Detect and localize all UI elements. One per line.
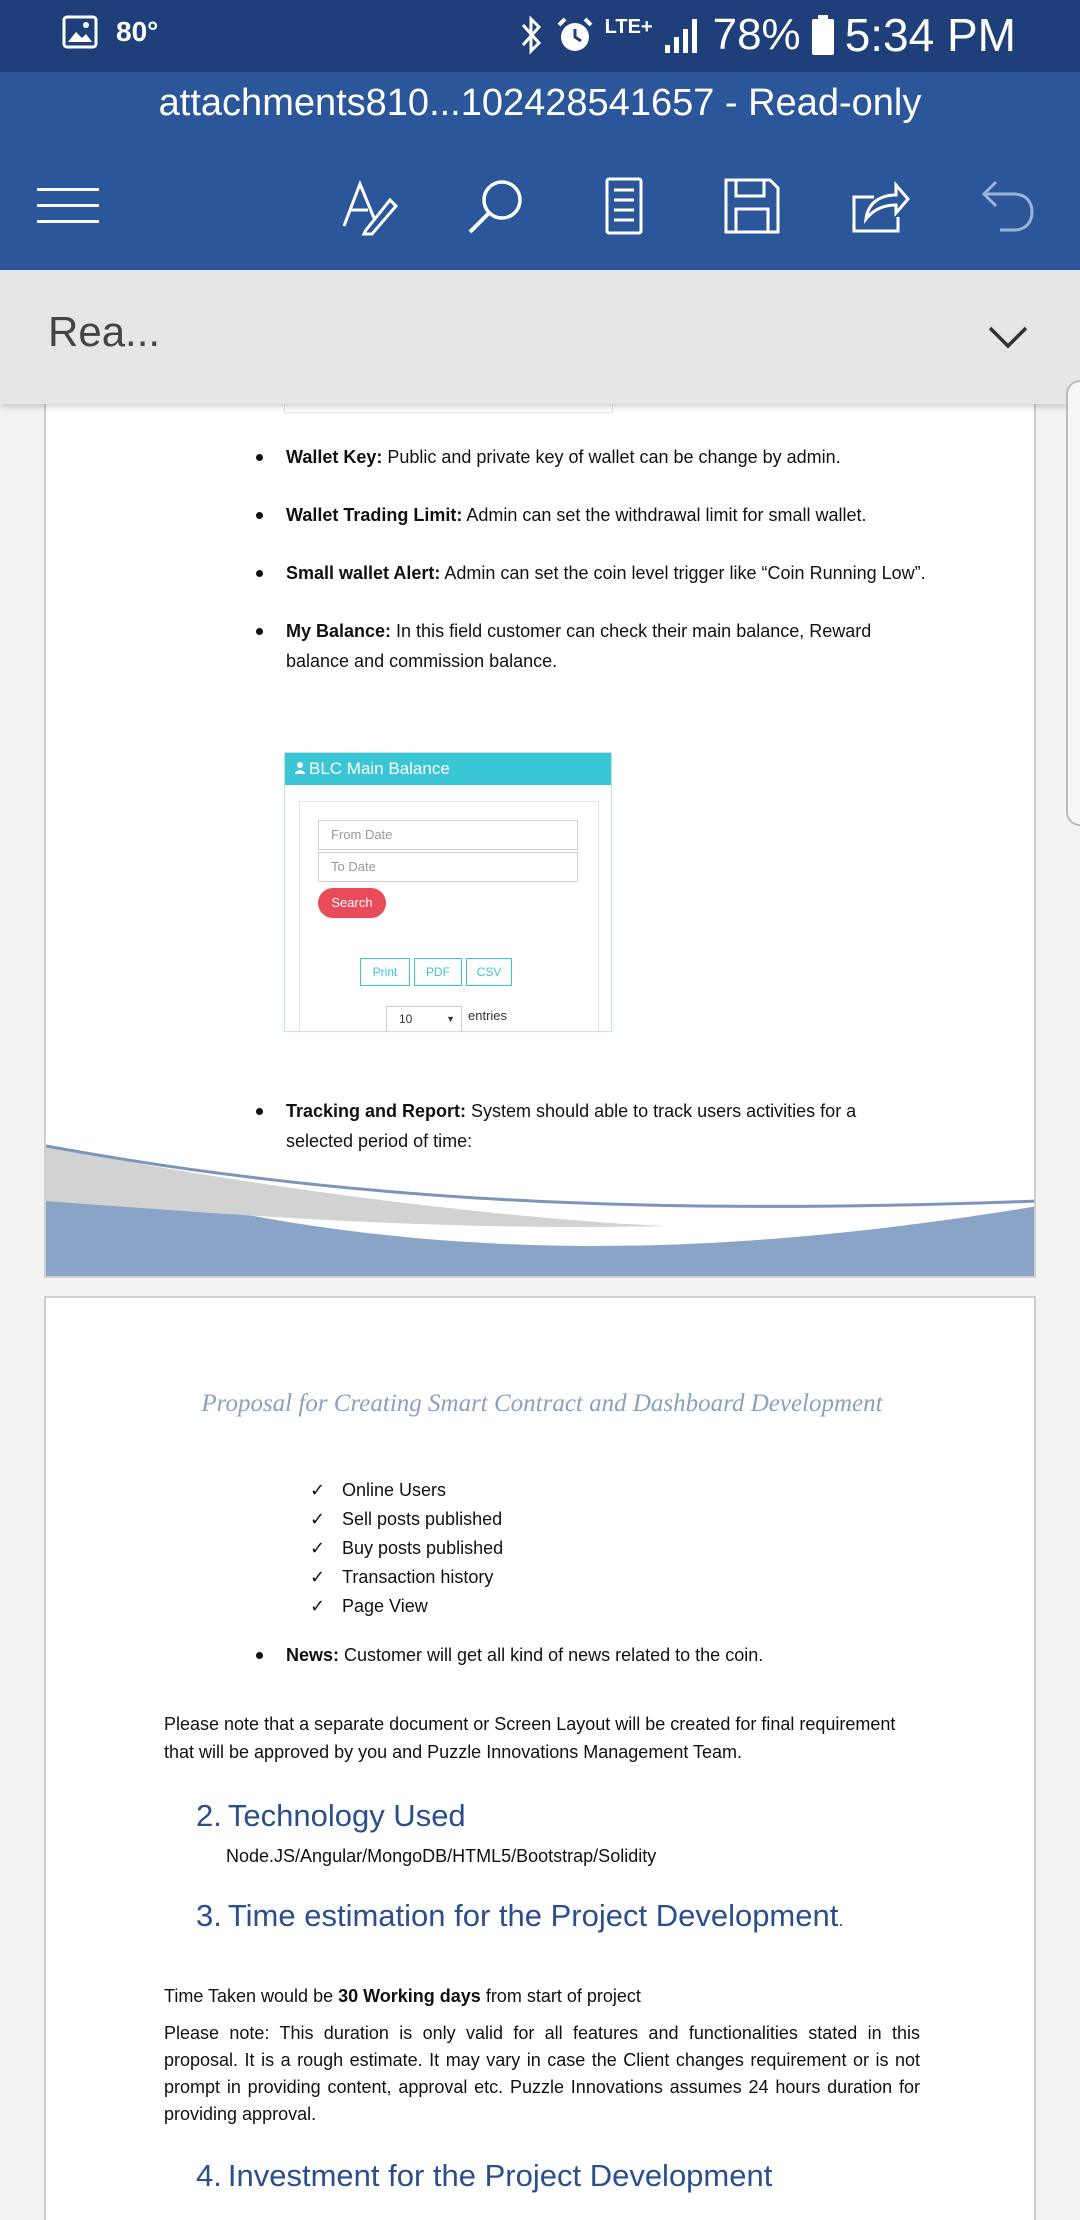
- bullet-icon: [256, 1652, 263, 1659]
- list-item: [310, 1534, 504, 1563]
- network-type-text: LTE+: [604, 16, 653, 38]
- section-heading: [196, 1798, 466, 1834]
- bullet-icon: [256, 628, 263, 635]
- checkmark-icon: ✓: [310, 1538, 326, 1558]
- feature-title: Tracking and Report:: [286, 1101, 467, 1121]
- share-button[interactable]: [842, 168, 918, 244]
- status-bar: [0, 0, 1080, 72]
- bluetooth-icon: [517, 15, 545, 55]
- section-title: Technology Used: [227, 1798, 466, 1833]
- bullet-icon: [256, 512, 263, 519]
- list-item: [310, 1476, 503, 1505]
- entries-select: [386, 1006, 462, 1032]
- blc-balance-widget-image: [284, 752, 612, 1032]
- widget-body: [299, 801, 599, 1032]
- document-title: attachments810...102428541657 - Read-only: [158, 82, 922, 124]
- battery-icon: [811, 14, 835, 56]
- draw-icon: [338, 176, 398, 236]
- widget-title: BLC Main Balance: [309, 759, 450, 778]
- to-date-field: To Date: [318, 852, 578, 882]
- widget-pdf-button: PDF: [414, 958, 462, 986]
- feature-text: System should able to track users activities for a selected period of time:: [286, 1101, 857, 1151]
- section-number: 4.: [196, 2158, 222, 2193]
- feature-title: Wallet Key:: [286, 447, 383, 467]
- checklist-text: Sell posts published: [342, 1509, 503, 1529]
- draw-button[interactable]: [330, 168, 406, 244]
- technology-list: Node.JS/Angular/MongoDB/HTML5/Bootstrap/Solidity: [226, 1846, 657, 1866]
- clock-text: 5:34 PM: [844, 9, 1016, 61]
- widget-csv-button: CSV: [466, 958, 512, 986]
- menu-button[interactable]: [30, 168, 106, 244]
- bullet-icon: [256, 454, 263, 461]
- search-button[interactable]: [458, 168, 534, 244]
- feature-title: Wallet Trading Limit:: [286, 505, 463, 525]
- feature-text: Admin can set the withdrawal limit for small wallet.: [462, 505, 867, 525]
- signal-icon: [663, 15, 703, 55]
- page-header: Proposal for Creating Smart Contract and Dashboard Development: [201, 1390, 883, 1417]
- feature-list: [286, 442, 926, 704]
- from-date-field: From Date: [318, 820, 578, 850]
- checklist-text: Transaction history: [342, 1567, 494, 1587]
- caret-down-icon: ▼: [446, 1014, 455, 1024]
- requirement-note: Please note that a separate document or Screen Layout will be created for final requirement that will be approved by you and Puzzle Innovations Management Team.: [164, 1714, 896, 1762]
- section-heading: [196, 2158, 772, 2194]
- widget-header: [285, 753, 611, 785]
- list-item: [310, 1563, 503, 1592]
- temperature-text: 80°: [116, 16, 159, 47]
- widget-search-button: Search: [318, 888, 386, 918]
- section-heading: [196, 1898, 843, 1934]
- entries-value: 10: [399, 1012, 413, 1026]
- share-icon: [850, 177, 910, 235]
- list-item: [286, 1640, 926, 1670]
- feature-title: Small wallet Alert:: [286, 563, 441, 583]
- section-number: 3.: [196, 1898, 222, 1933]
- list-item: [286, 558, 926, 588]
- news-list: [286, 1640, 926, 1698]
- list-item: [286, 500, 926, 530]
- list-item: [286, 442, 926, 472]
- section-title: Time estimation for the Project Development: [227, 1898, 839, 1933]
- checklist-text: Page View: [342, 1596, 428, 1616]
- bullet-icon: [256, 570, 263, 577]
- feature-title: My Balance:: [286, 621, 392, 641]
- section-number: 2.: [196, 1798, 222, 1833]
- feature-title: News:: [286, 1645, 340, 1665]
- time-taken-duration: 30 Working days: [338, 1986, 481, 2006]
- document-page-2: [44, 1296, 1036, 2220]
- save-icon: [723, 177, 781, 235]
- reading-view-button[interactable]: [586, 168, 662, 244]
- save-button[interactable]: [714, 168, 790, 244]
- feature-text: Customer will get all kind of news related to the coin.: [339, 1645, 764, 1665]
- widget-print-button: Print: [360, 958, 410, 986]
- document-page-1: [44, 390, 1036, 1278]
- chevron-down-icon[interactable]: [986, 314, 1030, 358]
- search-icon: [466, 176, 526, 236]
- section-title: Investment for the Project Development: [227, 2158, 773, 2193]
- read-mode-label: Rea...: [48, 308, 161, 355]
- reading-view-icon: [604, 176, 644, 236]
- read-mode-bar[interactable]: [0, 270, 1080, 404]
- scroll-handle[interactable]: [1066, 380, 1080, 826]
- alarm-icon: [555, 15, 595, 55]
- list-item: [310, 1592, 503, 1621]
- feature-text: Public and private key of wallet can be change by admin.: [382, 447, 841, 467]
- list-item: [286, 616, 926, 676]
- entries-label: entries: [468, 1008, 508, 1023]
- checkmark-icon: ✓: [310, 1567, 326, 1587]
- toolbar: [0, 142, 1080, 270]
- battery-percent-text: 78%: [712, 10, 801, 59]
- title-bar: [0, 72, 1080, 142]
- checkmark-icon: ✓: [310, 1480, 326, 1500]
- feature-text: In this field customer can check their main balance, Reward balance and commission balance.: [286, 621, 872, 671]
- checkmark-icon: ✓: [310, 1509, 326, 1529]
- checkmark-icon: ✓: [310, 1596, 326, 1616]
- checklist-text: Buy posts published: [342, 1538, 504, 1558]
- gallery-notification-icon: [62, 14, 98, 50]
- duration-note: Please note: This duration is only valid for all features and functionalities stated in this proposal. It is a rough estimate. It may vary in case the Client changes requirement or is not prompt in providing content, approval etc. Puzzle Innovations assumes 24 hours duration for providing approval.: [164, 2023, 920, 2124]
- undo-button[interactable]: [970, 168, 1046, 244]
- time-taken-line: [164, 1982, 920, 2010]
- section-trail: .: [838, 1910, 844, 1930]
- time-taken-post: from start of project: [480, 1986, 641, 2006]
- checklist-text: Online Users: [342, 1480, 447, 1500]
- menu-icon: [37, 186, 99, 226]
- time-taken-pre: Time Taken would be: [164, 1986, 339, 2006]
- user-icon: [295, 762, 305, 774]
- undo-icon: [980, 178, 1036, 234]
- page-footer-wave: [46, 1106, 1036, 1276]
- list-item: [310, 1505, 503, 1534]
- feature-text: Admin can set the coin level trigger like “Coin Running Low”.: [440, 563, 926, 583]
- checklist: [310, 1476, 504, 1621]
